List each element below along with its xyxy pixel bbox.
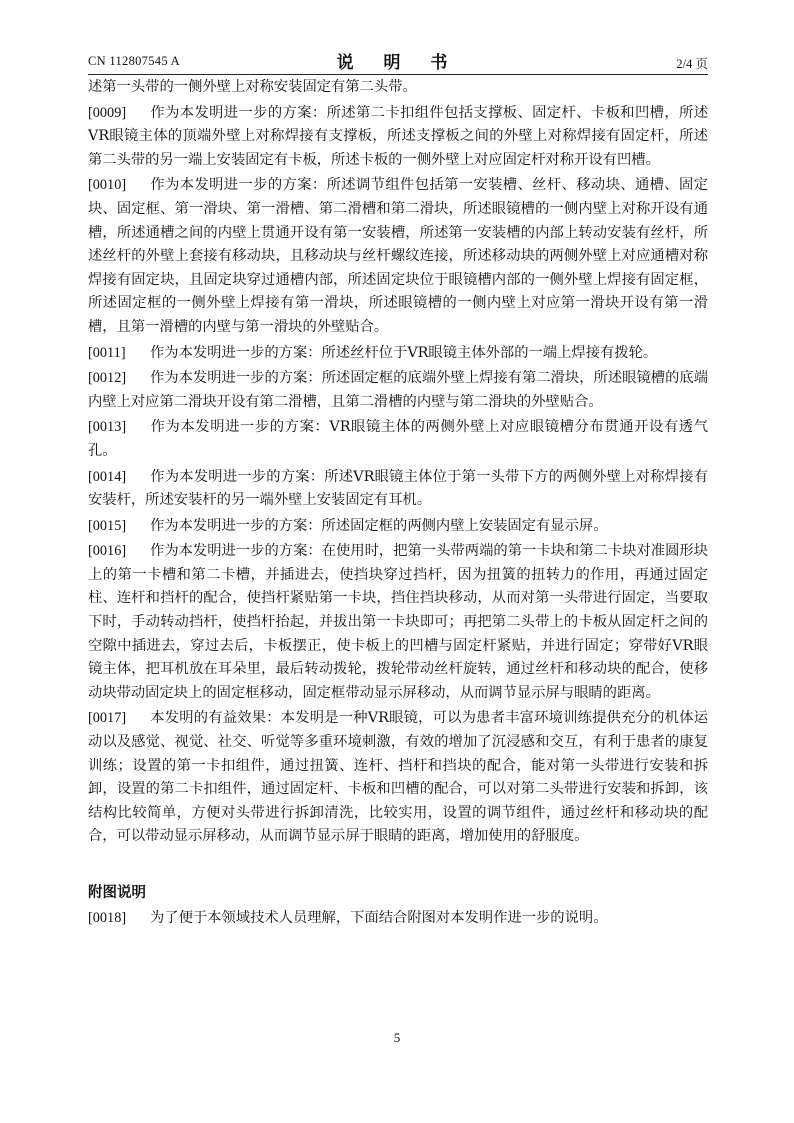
- paragraph-0011: [88, 342, 708, 366]
- paragraph-0013: [88, 416, 708, 463]
- paragraph-number: [0015]: [88, 517, 127, 534]
- paragraph-0017: [88, 707, 708, 849]
- paragraph-number: [0017]: [88, 710, 127, 727]
- paragraph-number: [0018]: [88, 909, 127, 926]
- header-rule: [88, 74, 708, 75]
- paragraph-text: 为了便于本领域技术人员理解，下面结合附图对本发明作进一步的说明。: [150, 909, 608, 926]
- paragraph-text: 作为本发明进一步的方案：所述第二卡扣组件包括支撑板、固定杆、卡板和凹槽，所述VR眼镜主体的顶端外壁上对称焊接有支撑板，所述支撑板之间的外壁上对称焊接有固定杆，所述第二头带的另一端上安装固定有卡板，所述卡板的一侧外壁上对应固定杆对称开设有凹槽。: [88, 104, 708, 168]
- publication-number: CN 112807545 A: [88, 54, 180, 68]
- paragraph-text: 作为本发明进一步的方案：所述固定框的底端外壁上焊接有第二滑块，所述眼镜槽的底端内壁上对应第二滑块开设有第二滑槽，且第二滑槽的内壁与第二滑块的外壁贴合。: [88, 370, 708, 410]
- page-number: 5: [393, 1030, 401, 1045]
- paragraph-text: 作为本发明进一步的方案：在使用时，把第一头带两端的第一卡块和第二卡块对准圆形块上的第一卡槽和第二卡槽，并插进去，使挡块穿过挡杆，因为扭簧的扭转力的作用，再通过固定柱、连杆和挡杆的配合，使挡杆紧贴第一卡块，挡住挡块移动，从而对第一头带进行固定，当要取下时，手动转动挡杆，使挡杆抬起，并拔出第一卡块即可；再把第二头带上的卡板从固定杆之间的空隙中插进去，穿过去后，卡板摆正，使卡板上的凹槽与固定杆紧贴，并进行固定；穿带好VR眼镜主体，把耳机放在耳朵里，最后转动拨轮，拨轮带动丝杆旋转，通过丝杆和移动块的配合，使移动块带动固定块上的固定框移动，固定框带动显示屏移动，从而调节显示屏与眼睛的距离。: [88, 543, 708, 701]
- paragraph-0014: [88, 466, 708, 513]
- document-title: 说 明 书: [336, 53, 460, 73]
- paragraph-0012: [88, 367, 708, 414]
- paragraph-number: [0011]: [88, 344, 126, 361]
- document-body: [88, 76, 708, 932]
- continuation-paragraph: 述第一头带的一侧外壁上对称安装固定有第二头带。: [88, 79, 417, 95]
- section-heading-figures: 附图说明: [88, 884, 146, 901]
- paragraph-0016: [88, 540, 708, 705]
- paragraph-text: 作为本发明进一步的方案：所述固定框的两侧内壁上安装固定有显示屏。: [150, 517, 608, 534]
- paragraph-text: 作为本发明进一步的方案：所述调节组件包括第一安装槽、丝杆、移动块、通槽、固定块、固定框、第一滑块、第一滑槽、第二滑槽和第二滑块，所述眼镜槽的一侧内壁上对称开设有通槽，所述通槽之间的内壁上贯通开设有第一安装槽，所述第一安装槽的内部上转动安装有丝杆，所述丝杆的外壁上套接有移动块，且移动块与丝杆螺纹连接，所述移动块的两侧外壁上对应通槽对称焊接有固定块，且固定块穿过通槽内部，所述固定块位于眼镜槽内部的一侧外壁上焊接有固定框，所述固定框的一侧外壁上焊接有第一滑块，所述眼镜槽的一侧内壁上对应第一滑块开设有第一滑槽，且第一滑槽的内壁与第一滑块的外壁贴合。: [88, 177, 708, 335]
- paragraph-number: [0013]: [88, 419, 127, 436]
- paragraph-number: [0014]: [88, 468, 127, 485]
- paragraph-0009: [88, 102, 708, 173]
- paragraph-text: 作为本发明进一步的方案：所述VR眼镜主体位于第一头带下方的两侧外壁上对称焊接有安装杆，所述安装杆的另一端外壁上安装固定有耳机。: [88, 468, 708, 509]
- paragraph-text: 作为本发明进一步的方案：所述丝杆位于VR眼镜主体外部的一端上焊接有拨轮。: [150, 344, 658, 361]
- paragraph-0015: [88, 515, 708, 539]
- paragraph-text: 作为本发明进一步的方案：VR眼镜主体的两侧外壁上对应眼镜槽分布贯通开设有透气孔。: [88, 419, 708, 459]
- paragraph-number: [0012]: [88, 370, 127, 387]
- page-info: 2/4 页: [676, 57, 708, 71]
- paragraph-0010: [88, 174, 708, 339]
- paragraph-number: [0016]: [88, 543, 127, 560]
- paragraph-number: [0010]: [88, 177, 127, 194]
- paragraph-0018: [88, 907, 708, 931]
- paragraph-number: [0009]: [88, 104, 127, 121]
- paragraph-list: [88, 102, 708, 849]
- paragraph-text: 本发明的有益效果：本发明是一种VR眼镜，可以为患者丰富环境训练提供充分的机体运动以及感觉、视觉、社交、听觉等多重环境刺激，有效的增加了沉浸感和交互，有利于患者的康复训练；设置的第一卡扣组件，通过扭簧、连杆、挡杆和挡块的配合，能对第一头带进行安装和拆卸，设置的第二卡扣组件，通过固定杆、卡板和凹槽的配合，可以对第二头带进行安装和拆卸，该结构比较简单，方便对头带进行拆卸清洗，比较实用，设置的调节组件，通过丝杆和移动块的配合，可以带动显示屏移动，从而调节显示屏于眼睛的距离，增加使用的舒服度。: [88, 710, 708, 845]
- page-header: [88, 48, 708, 72]
